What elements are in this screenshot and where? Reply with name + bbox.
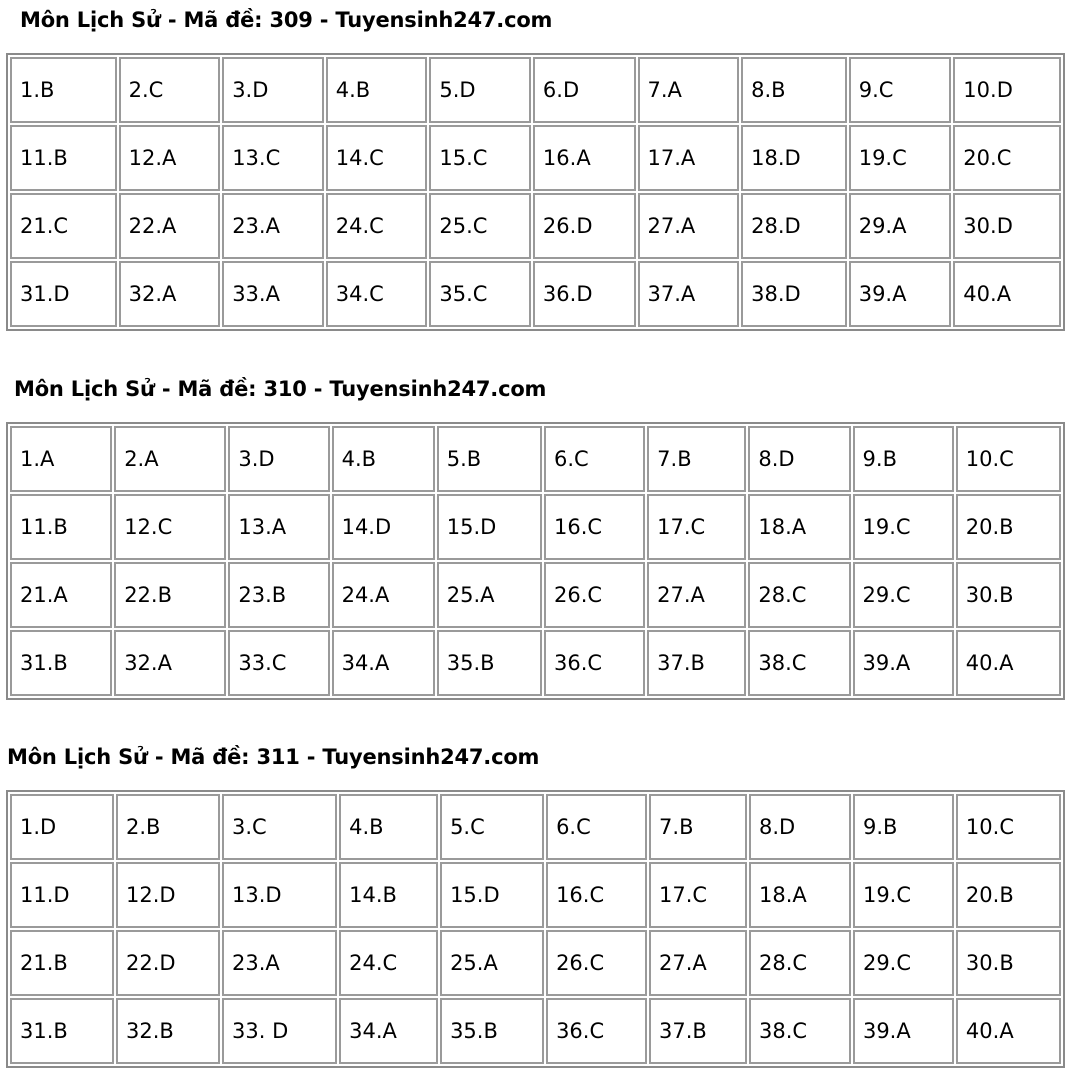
answer-table-311: [6, 790, 1065, 1068]
answer-cell: 28.C: [749, 930, 851, 996]
answer-cell: 17.A: [638, 125, 740, 191]
answer-cell: 13.A: [228, 494, 329, 560]
table-row: [10, 57, 1061, 123]
table-row: [10, 862, 1061, 928]
section-title-311: Môn Lịch Sử - Mã đề: 311 - Tuyensinh247.com: [7, 745, 540, 769]
answer-cell: 25.A: [440, 930, 544, 996]
answer-cell: 39.A: [853, 998, 954, 1064]
answer-cell: 34.C: [326, 261, 428, 327]
answer-cell: 1.A: [10, 426, 112, 492]
answer-cell: 27.A: [638, 193, 740, 259]
answer-cell: 24.C: [326, 193, 428, 259]
answer-cell: 16.C: [546, 862, 647, 928]
answer-cell: 8.D: [748, 426, 850, 492]
answer-cell: 10.D: [953, 57, 1061, 123]
answer-cell: 1.B: [10, 57, 117, 123]
answer-cell: 25.A: [437, 562, 542, 628]
answer-cell: 19.C: [853, 862, 954, 928]
answer-cell: 11.B: [10, 125, 117, 191]
answer-cell: 5.D: [429, 57, 531, 123]
answer-cell: 19.C: [853, 494, 954, 560]
answer-cell: 26.D: [533, 193, 636, 259]
answer-cell: 23.B: [228, 562, 329, 628]
answer-cell: 17.C: [649, 862, 747, 928]
answer-cell: 18.A: [749, 862, 851, 928]
answer-cell: 33.C: [228, 630, 329, 696]
answer-cell: 30.B: [956, 930, 1061, 996]
answer-cell: 28.C: [748, 562, 850, 628]
answer-cell: 24.A: [332, 562, 435, 628]
answer-cell: 6.D: [533, 57, 636, 123]
table-row: [10, 193, 1061, 259]
answer-cell: 15.D: [440, 862, 544, 928]
answer-cell: 29.C: [853, 930, 954, 996]
answer-cell: 6.C: [546, 794, 647, 860]
answer-cell: 40.A: [956, 998, 1061, 1064]
answer-cell: 34.A: [332, 630, 435, 696]
table-row: [10, 494, 1061, 560]
section-title-309: Môn Lịch Sử - Mã đề: 309 - Tuyensinh247.com: [20, 8, 553, 32]
answer-cell: 38.C: [748, 630, 850, 696]
answer-cell: 1.D: [10, 794, 114, 860]
table-row: [10, 426, 1061, 492]
answer-cell: 20.B: [956, 494, 1061, 560]
answer-cell: 37.B: [647, 630, 746, 696]
answer-cell: 38.C: [749, 998, 851, 1064]
answer-cell: 11.B: [10, 494, 112, 560]
answer-cell: 32.B: [116, 998, 220, 1064]
answer-cell: 13.D: [222, 862, 337, 928]
answer-cell: 17.C: [647, 494, 746, 560]
answer-table-309: [6, 53, 1065, 331]
answer-cell: 22.D: [116, 930, 220, 996]
answer-cell: 5.B: [437, 426, 542, 492]
answer-cell: 12.C: [114, 494, 226, 560]
table-row: [10, 562, 1061, 628]
answer-cell: 35.C: [429, 261, 531, 327]
answer-cell: 20.B: [956, 862, 1061, 928]
answer-cell: 8.D: [749, 794, 851, 860]
answer-cell: 40.A: [956, 630, 1061, 696]
answer-cell: 21.C: [10, 193, 117, 259]
answer-cell: 7.B: [647, 426, 746, 492]
answer-cell: 25.C: [429, 193, 531, 259]
answer-cell: 34.A: [339, 998, 438, 1064]
answer-cell: 24.C: [339, 930, 438, 996]
answer-cell: 18.D: [741, 125, 847, 191]
table-row: [10, 125, 1061, 191]
table-row: [10, 930, 1061, 996]
answer-table-311-body: [10, 794, 1061, 1064]
answer-cell: 11.D: [10, 862, 114, 928]
answer-cell: 7.A: [638, 57, 740, 123]
answer-cell: 14.D: [332, 494, 435, 560]
answer-cell: 4.B: [332, 426, 435, 492]
answer-cell: 9.C: [849, 57, 952, 123]
answer-cell: 26.C: [544, 562, 645, 628]
answer-cell: 3.D: [228, 426, 329, 492]
answer-cell: 20.C: [953, 125, 1061, 191]
answer-cell: 2.B: [116, 794, 220, 860]
answer-cell: 40.A: [953, 261, 1061, 327]
answer-cell: 39.A: [849, 261, 952, 327]
answer-cell: 37.B: [649, 998, 747, 1064]
answer-cell: 22.B: [114, 562, 226, 628]
answer-cell: 32.A: [119, 261, 221, 327]
answer-cell: 3.C: [222, 794, 337, 860]
answer-cell: 23.A: [222, 930, 337, 996]
table-row: [10, 794, 1061, 860]
answer-cell: 31.B: [10, 630, 112, 696]
answer-cell: 27.A: [649, 930, 747, 996]
answer-cell: 10.C: [956, 794, 1061, 860]
answer-cell: 16.A: [533, 125, 636, 191]
answer-table-309-body: [10, 57, 1061, 327]
answer-cell: 21.A: [10, 562, 112, 628]
answer-cell: 5.C: [440, 794, 544, 860]
answer-cell: 12.A: [119, 125, 221, 191]
answer-cell: 36.C: [544, 630, 645, 696]
answer-cell: 39.A: [853, 630, 954, 696]
answer-cell: 9.B: [853, 426, 954, 492]
answer-cell: 22.A: [119, 193, 221, 259]
answer-cell: 2.C: [119, 57, 221, 123]
answer-cell: 3.D: [222, 57, 324, 123]
answer-table-310: [6, 422, 1065, 700]
answer-cell: 38.D: [741, 261, 847, 327]
answer-cell: 6.C: [544, 426, 645, 492]
answer-cell: 36.D: [533, 261, 636, 327]
answer-cell: 16.C: [544, 494, 645, 560]
answer-cell: 33. D: [222, 998, 337, 1064]
section-title-310: Môn Lịch Sử - Mã đề: 310 - Tuyensinh247.com: [14, 377, 547, 401]
answer-cell: 36.C: [546, 998, 647, 1064]
answer-cell: 32.A: [114, 630, 226, 696]
answer-cell: 14.C: [326, 125, 428, 191]
answer-table-310-body: [10, 426, 1061, 696]
answer-cell: 15.C: [429, 125, 531, 191]
answer-cell: 19.C: [849, 125, 952, 191]
answer-cell: 35.B: [440, 998, 544, 1064]
table-row: [10, 261, 1061, 327]
answer-cell: 4.B: [326, 57, 428, 123]
answer-cell: 35.B: [437, 630, 542, 696]
answer-cell: 26.C: [546, 930, 647, 996]
answer-cell: 9.B: [853, 794, 954, 860]
answer-cell: 31.B: [10, 998, 114, 1064]
answer-cell: 30.D: [953, 193, 1061, 259]
answer-cell: 29.A: [849, 193, 952, 259]
answer-cell: 4.B: [339, 794, 438, 860]
answer-cell: 14.B: [339, 862, 438, 928]
answer-cell: 37.A: [638, 261, 740, 327]
answer-cell: 18.A: [748, 494, 850, 560]
answer-cell: 28.D: [741, 193, 847, 259]
answer-cell: 8.B: [741, 57, 847, 123]
answer-cell: 29.C: [853, 562, 954, 628]
answer-cell: 10.C: [956, 426, 1061, 492]
answer-cell: 30.B: [956, 562, 1061, 628]
table-row: [10, 998, 1061, 1064]
answer-cell: 33.A: [222, 261, 324, 327]
answer-cell: 13.C: [222, 125, 324, 191]
answer-cell: 7.B: [649, 794, 747, 860]
answer-cell: 27.A: [647, 562, 746, 628]
answer-cell: 21.B: [10, 930, 114, 996]
answer-cell: 15.D: [437, 494, 542, 560]
table-row: [10, 630, 1061, 696]
answer-cell: 12.D: [116, 862, 220, 928]
answer-cell: 2.A: [114, 426, 226, 492]
answer-cell: 31.D: [10, 261, 117, 327]
answer-cell: 23.A: [222, 193, 324, 259]
